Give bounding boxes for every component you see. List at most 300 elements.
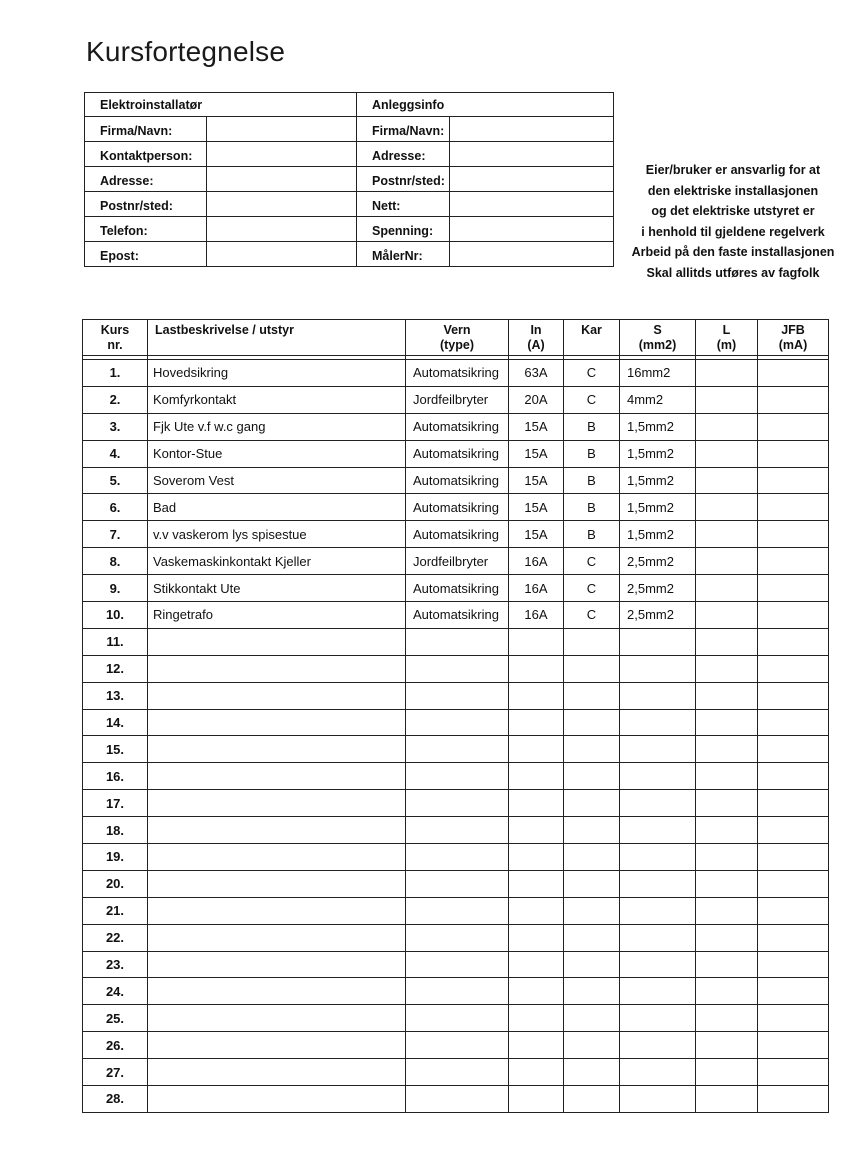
- kurs-nr-cell: 25.: [83, 1005, 148, 1032]
- kar-cell[interactable]: [564, 1005, 620, 1032]
- kurs-nr-cell: 6.: [83, 494, 148, 521]
- in-cell[interactable]: [509, 709, 564, 736]
- tverrsnitt-cell[interactable]: 2,5mm2: [620, 548, 696, 575]
- table-row: [83, 870, 829, 897]
- table-row: [83, 494, 829, 521]
- lastbeskrivelse-cell[interactable]: [148, 870, 406, 897]
- vern-cell[interactable]: Automatsikring: [406, 521, 509, 548]
- kurs-nr-cell: 19.: [83, 844, 148, 871]
- installator-field-label: Firma/Navn:: [85, 117, 207, 142]
- in-cell[interactable]: 15A: [509, 494, 564, 521]
- kurs-nr-cell: 14.: [83, 709, 148, 736]
- table-row: [83, 1086, 829, 1113]
- in-cell[interactable]: [509, 897, 564, 924]
- jfb-cell[interactable]: [758, 682, 829, 709]
- kurs-nr-cell: 7.: [83, 521, 148, 548]
- lastbeskrivelse-cell[interactable]: [148, 978, 406, 1005]
- anlegg-field-value[interactable]: [450, 192, 614, 217]
- jfb-cell[interactable]: [758, 924, 829, 951]
- jfb-cell[interactable]: [758, 655, 829, 682]
- table-row: [83, 951, 829, 978]
- header-kar: Kar: [564, 320, 620, 356]
- info-row: [85, 242, 614, 267]
- kar-cell[interactable]: [564, 978, 620, 1005]
- tverrsnitt-cell[interactable]: [620, 736, 696, 763]
- in-cell[interactable]: [509, 1086, 564, 1113]
- tverrsnitt-cell[interactable]: 1,5mm2: [620, 413, 696, 440]
- kar-cell[interactable]: [564, 628, 620, 655]
- vern-cell[interactable]: [406, 628, 509, 655]
- jfb-cell[interactable]: [758, 1059, 829, 1086]
- jfb-cell[interactable]: [758, 1086, 829, 1113]
- header-lastbeskrivelse: Lastbeskrivelse / utstyr: [148, 320, 406, 356]
- kar-cell[interactable]: [564, 763, 620, 790]
- notice-line: den elektriske installasjonen: [647, 183, 819, 198]
- lastbeskrivelse-cell[interactable]: [148, 790, 406, 817]
- tverrsnitt-cell[interactable]: 1,5mm2: [620, 521, 696, 548]
- tverrsnitt-cell[interactable]: [620, 709, 696, 736]
- jfb-cell[interactable]: [758, 413, 829, 440]
- anlegg-field-value[interactable]: [450, 142, 614, 167]
- table-row: [83, 360, 829, 387]
- notice-text: [618, 160, 848, 284]
- header-in: In (A): [509, 320, 564, 356]
- kar-cell[interactable]: C: [564, 602, 620, 629]
- installator-field-label: Kontaktperson:: [85, 142, 207, 167]
- kurs-nr-cell: 1.: [83, 360, 148, 387]
- kar-cell[interactable]: [564, 709, 620, 736]
- jfb-cell[interactable]: [758, 602, 829, 629]
- tverrsnitt-cell[interactable]: [620, 1005, 696, 1032]
- lengde-cell[interactable]: [696, 682, 758, 709]
- lastbeskrivelse-cell[interactable]: [148, 897, 406, 924]
- info-row: [85, 117, 614, 142]
- kurs-nr-cell: 18.: [83, 817, 148, 844]
- info-row: [85, 217, 614, 242]
- kar-cell[interactable]: [564, 870, 620, 897]
- page-title: Kursfortegnelse: [86, 36, 286, 67]
- lengde-cell[interactable]: [696, 763, 758, 790]
- lengde-cell[interactable]: [696, 628, 758, 655]
- tverrsnitt-cell[interactable]: [620, 655, 696, 682]
- in-cell[interactable]: 15A: [509, 413, 564, 440]
- lengde-cell[interactable]: [696, 548, 758, 575]
- installator-field-value[interactable]: [207, 242, 357, 267]
- lengde-cell[interactable]: [696, 978, 758, 1005]
- in-cell[interactable]: 15A: [509, 467, 564, 494]
- table-row: [83, 682, 829, 709]
- header-kurs: Kurs nr.: [83, 320, 148, 356]
- jfb-cell[interactable]: [758, 870, 829, 897]
- lastbeskrivelse-cell[interactable]: [148, 1032, 406, 1059]
- kar-cell[interactable]: C: [564, 548, 620, 575]
- table-row: [83, 628, 829, 655]
- in-cell[interactable]: 63A: [509, 360, 564, 387]
- kurs-table: [82, 319, 829, 1113]
- tverrsnitt-cell[interactable]: [620, 817, 696, 844]
- in-cell[interactable]: [509, 1059, 564, 1086]
- kar-cell[interactable]: B: [564, 467, 620, 494]
- vern-cell[interactable]: [406, 870, 509, 897]
- tverrsnitt-cell[interactable]: [620, 870, 696, 897]
- kurs-nr-cell: 8.: [83, 548, 148, 575]
- tverrsnitt-cell[interactable]: [620, 1086, 696, 1113]
- tverrsnitt-cell[interactable]: 1,5mm2: [620, 494, 696, 521]
- kurs-nr-cell: 24.: [83, 978, 148, 1005]
- jfb-cell[interactable]: [758, 1005, 829, 1032]
- jfb-cell[interactable]: [758, 494, 829, 521]
- tverrsnitt-cell[interactable]: [620, 978, 696, 1005]
- lengde-cell[interactable]: [696, 924, 758, 951]
- jfb-cell[interactable]: [758, 978, 829, 1005]
- lastbeskrivelse-cell[interactable]: [148, 924, 406, 951]
- kar-cell[interactable]: [564, 736, 620, 763]
- kar-cell[interactable]: [564, 1086, 620, 1113]
- kurs-nr-cell: 15.: [83, 736, 148, 763]
- vern-cell[interactable]: [406, 709, 509, 736]
- in-cell[interactable]: 15A: [509, 440, 564, 467]
- in-cell[interactable]: [509, 844, 564, 871]
- table-row: [83, 844, 829, 871]
- table-row: [83, 602, 829, 629]
- in-cell[interactable]: [509, 951, 564, 978]
- table-row: [83, 1032, 829, 1059]
- installator-field-value[interactable]: [207, 192, 357, 217]
- in-cell[interactable]: [509, 655, 564, 682]
- jfb-cell[interactable]: [758, 844, 829, 871]
- info-row: [85, 167, 614, 192]
- in-cell[interactable]: [509, 736, 564, 763]
- lastbeskrivelse-cell[interactable]: Stikkontakt Ute: [148, 575, 406, 602]
- lengde-cell[interactable]: [696, 467, 758, 494]
- in-cell[interactable]: [509, 628, 564, 655]
- in-cell[interactable]: 20A: [509, 386, 564, 413]
- jfb-cell[interactable]: [758, 360, 829, 387]
- kar-cell[interactable]: [564, 844, 620, 871]
- lengde-cell[interactable]: [696, 897, 758, 924]
- in-cell[interactable]: 16A: [509, 575, 564, 602]
- kar-cell[interactable]: [564, 1032, 620, 1059]
- kurs-nr-cell: 16.: [83, 763, 148, 790]
- lastbeskrivelse-cell[interactable]: [148, 844, 406, 871]
- info-row: [85, 192, 614, 217]
- lengde-cell[interactable]: [696, 1086, 758, 1113]
- info-header-row: [85, 93, 614, 117]
- kurs-nr-cell: 10.: [83, 602, 148, 629]
- lastbeskrivelse-cell[interactable]: Bad: [148, 494, 406, 521]
- tverrsnitt-cell[interactable]: [620, 1059, 696, 1086]
- anlegg-field-label: Adresse:: [357, 142, 450, 167]
- lengde-cell[interactable]: [696, 817, 758, 844]
- in-cell[interactable]: [509, 790, 564, 817]
- lengde-cell[interactable]: [696, 413, 758, 440]
- info-table: [84, 92, 614, 267]
- lengde-cell[interactable]: [696, 386, 758, 413]
- vern-cell[interactable]: [406, 897, 509, 924]
- anlegg-field-value[interactable]: [450, 217, 614, 242]
- lengde-cell[interactable]: [696, 655, 758, 682]
- vern-cell[interactable]: [406, 924, 509, 951]
- jfb-cell[interactable]: [758, 521, 829, 548]
- jfb-cell[interactable]: [758, 897, 829, 924]
- vern-cell[interactable]: [406, 763, 509, 790]
- table-row: [83, 978, 829, 1005]
- kar-cell[interactable]: B: [564, 521, 620, 548]
- lastbeskrivelse-cell[interactable]: [148, 628, 406, 655]
- lastbeskrivelse-cell[interactable]: [148, 709, 406, 736]
- anleggsinfo-header: Anleggsinfo: [357, 93, 614, 117]
- jfb-cell[interactable]: [758, 467, 829, 494]
- lastbeskrivelse-cell[interactable]: [148, 951, 406, 978]
- kurs-nr-cell: 5.: [83, 467, 148, 494]
- lastbeskrivelse-cell[interactable]: Hovedsikring: [148, 360, 406, 387]
- lastbeskrivelse-cell[interactable]: [148, 736, 406, 763]
- lastbeskrivelse-cell[interactable]: Soverom Vest: [148, 467, 406, 494]
- notice-line: Skal allitds utføres av fagfolk: [646, 265, 820, 280]
- lengde-cell[interactable]: [696, 575, 758, 602]
- elektroinstallator-header: Elektroinstallatør: [85, 93, 357, 117]
- lastbeskrivelse-cell[interactable]: [148, 817, 406, 844]
- kurs-nr-cell: 17.: [83, 790, 148, 817]
- lengde-cell[interactable]: [696, 521, 758, 548]
- vern-cell[interactable]: [406, 736, 509, 763]
- tverrsnitt-cell[interactable]: 1,5mm2: [620, 440, 696, 467]
- table-row: [83, 548, 829, 575]
- kurs-nr-cell: 2.: [83, 386, 148, 413]
- installator-field-label: Postnr/sted:: [85, 192, 207, 217]
- lengde-cell[interactable]: [696, 709, 758, 736]
- header-vern: Vern (type): [406, 320, 509, 356]
- vern-cell[interactable]: Automatsikring: [406, 440, 509, 467]
- in-cell[interactable]: 16A: [509, 548, 564, 575]
- kurs-nr-cell: 11.: [83, 628, 148, 655]
- installator-field-label: Epost:: [85, 242, 207, 267]
- tverrsnitt-cell[interactable]: 16mm2: [620, 360, 696, 387]
- vern-cell[interactable]: [406, 978, 509, 1005]
- in-cell[interactable]: [509, 870, 564, 897]
- vern-cell[interactable]: Automatsikring: [406, 413, 509, 440]
- in-cell[interactable]: 16A: [509, 602, 564, 629]
- tverrsnitt-cell[interactable]: 1,5mm2: [620, 467, 696, 494]
- kar-cell[interactable]: [564, 682, 620, 709]
- jfb-cell[interactable]: [758, 548, 829, 575]
- lastbeskrivelse-cell[interactable]: [148, 682, 406, 709]
- jfb-cell[interactable]: [758, 736, 829, 763]
- kar-cell[interactable]: B: [564, 440, 620, 467]
- table-row: [83, 709, 829, 736]
- in-cell[interactable]: [509, 1005, 564, 1032]
- jfb-cell[interactable]: [758, 817, 829, 844]
- kar-cell[interactable]: C: [564, 575, 620, 602]
- tverrsnitt-cell[interactable]: [620, 897, 696, 924]
- vern-cell[interactable]: [406, 951, 509, 978]
- tverrsnitt-cell[interactable]: [620, 790, 696, 817]
- vern-cell[interactable]: Jordfeilbryter: [406, 548, 509, 575]
- vern-cell[interactable]: [406, 817, 509, 844]
- lengde-cell[interactable]: [696, 736, 758, 763]
- kurs-nr-cell: 13.: [83, 682, 148, 709]
- notice-line: Arbeid på den faste installasjonen: [631, 245, 835, 260]
- lastbeskrivelse-cell[interactable]: Komfyrkontakt: [148, 386, 406, 413]
- in-cell[interactable]: 15A: [509, 521, 564, 548]
- table-row: [83, 897, 829, 924]
- lengde-cell[interactable]: [696, 1059, 758, 1086]
- jfb-cell[interactable]: [758, 951, 829, 978]
- lastbeskrivelse-cell[interactable]: Fjk Ute v.f w.c gang: [148, 413, 406, 440]
- anlegg-field-label: Postnr/sted:: [357, 167, 450, 192]
- kurs-nr-cell: 23.: [83, 951, 148, 978]
- in-cell[interactable]: [509, 1032, 564, 1059]
- kar-cell[interactable]: [564, 817, 620, 844]
- table-row: [83, 467, 829, 494]
- header-s: S (mm2): [620, 320, 696, 356]
- anlegg-field-label: Spenning:: [357, 217, 450, 242]
- kurs-nr-cell: 26.: [83, 1032, 148, 1059]
- header-l: L (m): [696, 320, 758, 356]
- kurs-nr-cell: 27.: [83, 1059, 148, 1086]
- table-header-row: [83, 320, 829, 356]
- table-row: [83, 790, 829, 817]
- jfb-cell[interactable]: [758, 628, 829, 655]
- in-cell[interactable]: [509, 978, 564, 1005]
- vern-cell[interactable]: Automatsikring: [406, 494, 509, 521]
- vern-cell[interactable]: [406, 1059, 509, 1086]
- installator-field-value[interactable]: [207, 167, 357, 192]
- tverrsnitt-cell[interactable]: [620, 763, 696, 790]
- vern-cell[interactable]: Automatsikring: [406, 602, 509, 629]
- tverrsnitt-cell[interactable]: [620, 844, 696, 871]
- anlegg-field-label: Nett:: [357, 192, 450, 217]
- lastbeskrivelse-cell[interactable]: [148, 1059, 406, 1086]
- anlegg-field-value[interactable]: [450, 167, 614, 192]
- vern-cell[interactable]: [406, 1032, 509, 1059]
- lengde-cell[interactable]: [696, 790, 758, 817]
- installator-field-value[interactable]: [207, 142, 357, 167]
- lastbeskrivelse-cell[interactable]: [148, 1086, 406, 1113]
- lengde-cell[interactable]: [696, 951, 758, 978]
- kar-cell[interactable]: [564, 897, 620, 924]
- lengde-cell[interactable]: [696, 844, 758, 871]
- jfb-cell[interactable]: [758, 575, 829, 602]
- anlegg-field-label: Firma/Navn:: [357, 117, 450, 142]
- vern-cell[interactable]: [406, 790, 509, 817]
- table-row: [83, 413, 829, 440]
- vern-cell[interactable]: Jordfeilbryter: [406, 386, 509, 413]
- tverrsnitt-cell[interactable]: [620, 682, 696, 709]
- tverrsnitt-cell[interactable]: 2,5mm2: [620, 575, 696, 602]
- jfb-cell[interactable]: [758, 790, 829, 817]
- tverrsnitt-cell[interactable]: 2,5mm2: [620, 602, 696, 629]
- jfb-cell[interactable]: [758, 440, 829, 467]
- jfb-cell[interactable]: [758, 386, 829, 413]
- tverrsnitt-cell[interactable]: [620, 628, 696, 655]
- in-cell[interactable]: [509, 682, 564, 709]
- jfb-cell[interactable]: [758, 1032, 829, 1059]
- kar-cell[interactable]: B: [564, 494, 620, 521]
- table-row: [83, 817, 829, 844]
- vern-cell[interactable]: Automatsikring: [406, 575, 509, 602]
- installator-field-value[interactable]: [207, 217, 357, 242]
- kar-cell[interactable]: [564, 924, 620, 951]
- kar-cell[interactable]: C: [564, 360, 620, 387]
- installator-field-label: Adresse:: [85, 167, 207, 192]
- tverrsnitt-cell[interactable]: [620, 924, 696, 951]
- vern-cell[interactable]: [406, 1005, 509, 1032]
- info-row: [85, 142, 614, 167]
- kar-cell[interactable]: [564, 1059, 620, 1086]
- lastbeskrivelse-cell[interactable]: [148, 763, 406, 790]
- kar-cell[interactable]: [564, 951, 620, 978]
- in-cell[interactable]: [509, 763, 564, 790]
- lastbeskrivelse-cell[interactable]: [148, 1005, 406, 1032]
- tverrsnitt-cell[interactable]: [620, 1032, 696, 1059]
- vern-cell[interactable]: [406, 655, 509, 682]
- installator-field-value[interactable]: [207, 117, 357, 142]
- lastbeskrivelse-cell[interactable]: Vaskemaskinkontakt Kjeller: [148, 548, 406, 575]
- lengde-cell[interactable]: [696, 870, 758, 897]
- table-row: [83, 924, 829, 951]
- lastbeskrivelse-cell[interactable]: v.v vaskerom lys spisestue: [148, 521, 406, 548]
- lengde-cell[interactable]: [696, 360, 758, 387]
- lastbeskrivelse-cell[interactable]: [148, 655, 406, 682]
- anlegg-field-value[interactable]: [450, 117, 614, 142]
- kurs-nr-cell: 20.: [83, 870, 148, 897]
- lastbeskrivelse-cell[interactable]: Kontor-Stue: [148, 440, 406, 467]
- tverrsnitt-cell[interactable]: 4mm2: [620, 386, 696, 413]
- kar-cell[interactable]: [564, 790, 620, 817]
- kurs-nr-cell: 3.: [83, 413, 148, 440]
- table-row: [83, 521, 829, 548]
- kar-cell[interactable]: [564, 655, 620, 682]
- lengde-cell[interactable]: [696, 440, 758, 467]
- table-row: [83, 655, 829, 682]
- table-row: [83, 575, 829, 602]
- jfb-cell[interactable]: [758, 709, 829, 736]
- vern-cell[interactable]: Automatsikring: [406, 360, 509, 387]
- notice-line: i henhold til gjeldene regelverk: [641, 224, 825, 239]
- lengde-cell[interactable]: [696, 1032, 758, 1059]
- kurs-nr-cell: 4.: [83, 440, 148, 467]
- anlegg-field-label: MålerNr:: [357, 242, 450, 267]
- lengde-cell[interactable]: [696, 494, 758, 521]
- table-row: [83, 736, 829, 763]
- table-row: [83, 440, 829, 467]
- notice-line: og det elektriske utstyret er: [651, 204, 815, 219]
- vern-cell[interactable]: Automatsikring: [406, 467, 509, 494]
- jfb-cell[interactable]: [758, 763, 829, 790]
- kar-cell[interactable]: B: [564, 413, 620, 440]
- tverrsnitt-cell[interactable]: [620, 951, 696, 978]
- vern-cell[interactable]: [406, 844, 509, 871]
- kurs-nr-cell: 12.: [83, 655, 148, 682]
- table-row: [83, 1059, 829, 1086]
- vern-cell[interactable]: [406, 682, 509, 709]
- in-cell[interactable]: [509, 924, 564, 951]
- table-row: [83, 1005, 829, 1032]
- header-jfb: JFB (mA): [758, 320, 829, 356]
- lengde-cell[interactable]: [696, 1005, 758, 1032]
- kar-cell[interactable]: C: [564, 386, 620, 413]
- in-cell[interactable]: [509, 817, 564, 844]
- lengde-cell[interactable]: [696, 602, 758, 629]
- notice-line: Eier/bruker er ansvarlig for at: [645, 163, 821, 177]
- table-row: [83, 763, 829, 790]
- anlegg-field-value[interactable]: [450, 242, 614, 267]
- vern-cell[interactable]: [406, 1086, 509, 1113]
- kurs-nr-cell: 22.: [83, 924, 148, 951]
- lastbeskrivelse-cell[interactable]: Ringetrafo: [148, 602, 406, 629]
- kurs-nr-cell: 9.: [83, 575, 148, 602]
